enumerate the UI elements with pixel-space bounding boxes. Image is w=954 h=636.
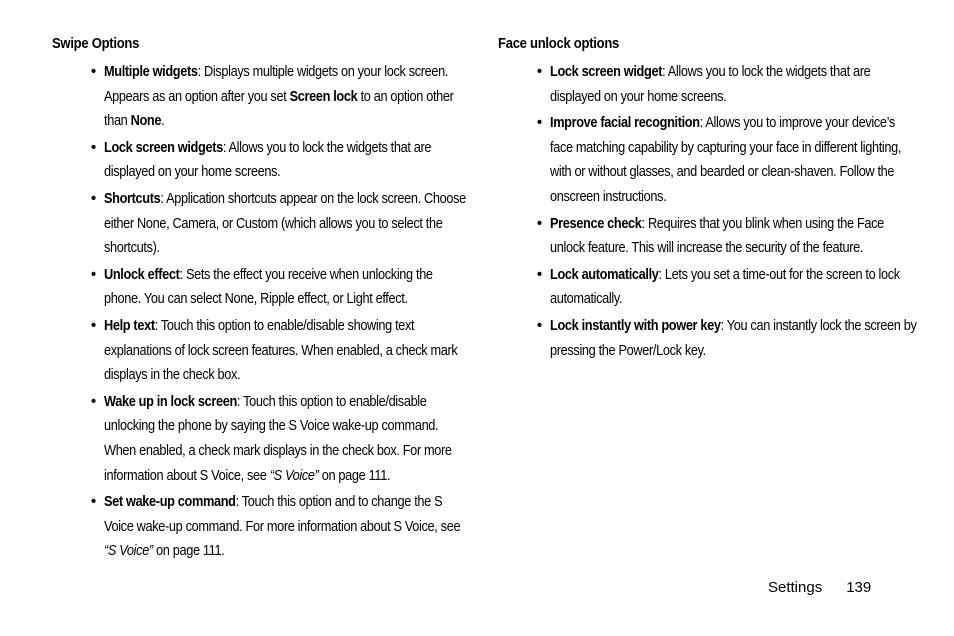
list-item: • Lock automatically: Lets you set a time-out for the screen to lock automatically. [498, 263, 908, 312]
cross-reference-link[interactable]: “S Voice” [104, 543, 153, 560]
item-term: Unlock effect [104, 266, 180, 283]
item-term: Lock automatically [550, 266, 659, 283]
bullet: • [91, 190, 96, 207]
item-term: Improve facial recognition [550, 115, 700, 132]
swipe-options-list [52, 60, 466, 564]
item-term: Wake up in lock screen [104, 393, 237, 410]
list-item: • Shortcuts: Application shortcuts appear on the lock screen. Choose either None, Camera, or Custom (which allows you to select the shortcuts). [52, 187, 462, 261]
item-term: Help text [104, 317, 155, 334]
section-heading-face-unlock: Face unlock options [498, 36, 620, 52]
item-term: Presence check [550, 215, 642, 232]
bullet: • [91, 139, 96, 156]
setting-name: None [130, 113, 162, 130]
page-footer [768, 578, 871, 598]
bullet: • [537, 317, 542, 334]
bullet: • [537, 115, 542, 132]
item-term: Lock screen widgets [104, 139, 223, 156]
list-item: • Improve facial recognition: Allows you to improve your device’s face matching capability by capturing your face in different lighting, with or without glasses, and bearded or clean-shaven. Follow the onscreen instructions. [498, 111, 908, 209]
list-item: • Lock screen widgets: Allows you to lock the widgets that are displayed on your home screens. [52, 136, 462, 185]
list-item: • Set wake-up command: Touch this option and to change the S Voice wake-up command. For more information about S Voice, see “S Voice” on page 111. [52, 490, 462, 564]
bullet: • [91, 64, 96, 80]
footer-section-name: Settings [768, 579, 823, 596]
item-term: Set wake-up command [104, 494, 236, 511]
bullet: • [91, 494, 96, 511]
item-term: Shortcuts [104, 190, 161, 207]
section-heading-swipe-options: Swipe Options [52, 36, 140, 52]
item-term: Multiple widgets [104, 64, 198, 80]
page-number: 139 [846, 579, 872, 596]
list-item: • Unlock effect: Sets the effect you receive when unlocking the phone. You can select None, Ripple effect, or Light effect. [52, 263, 462, 312]
bullet: • [537, 266, 542, 283]
list-item: • Lock instantly with power key: You can instantly lock the screen by pressing the Power/Lock key. [498, 314, 908, 363]
item-term: Lock instantly with power key [550, 317, 721, 334]
bullet: • [91, 317, 96, 334]
right-column [498, 35, 917, 365]
bullet: • [91, 266, 96, 283]
bullet: • [537, 64, 542, 80]
list-item: • Multiple widgets: Displays multiple widgets on your lock screen. Appears as an option after you set Screen lock to an option other than None. [52, 60, 462, 134]
list-item: • Presence check: Requires that you blink when using the Face unlock feature. This will increase the security of the feature. [498, 212, 908, 261]
list-item: • Wake up in lock screen: Touch this option to enable/disable unlocking the phone by saying the S Voice wake-up command. When enabled, a check mark displays in the check box. For more information about S Voice, see “S Voice” on page 111. [52, 390, 462, 488]
left-column [52, 35, 466, 566]
bullet: • [537, 215, 542, 232]
face-unlock-options-list [498, 60, 917, 363]
setting-name: Screen lock [289, 88, 358, 105]
list-item: • Help text: Touch this option to enable/disable showing text explanations of lock screen features. When enabled, a check mark displays in the check box. [52, 314, 462, 388]
item-term: Lock screen widget [550, 64, 663, 80]
bullet: • [91, 393, 96, 410]
list-item: • Lock screen widget: Allows you to lock the widgets that are displayed on your home screens. [498, 60, 908, 109]
cross-reference-link[interactable]: “S Voice” [269, 467, 319, 484]
